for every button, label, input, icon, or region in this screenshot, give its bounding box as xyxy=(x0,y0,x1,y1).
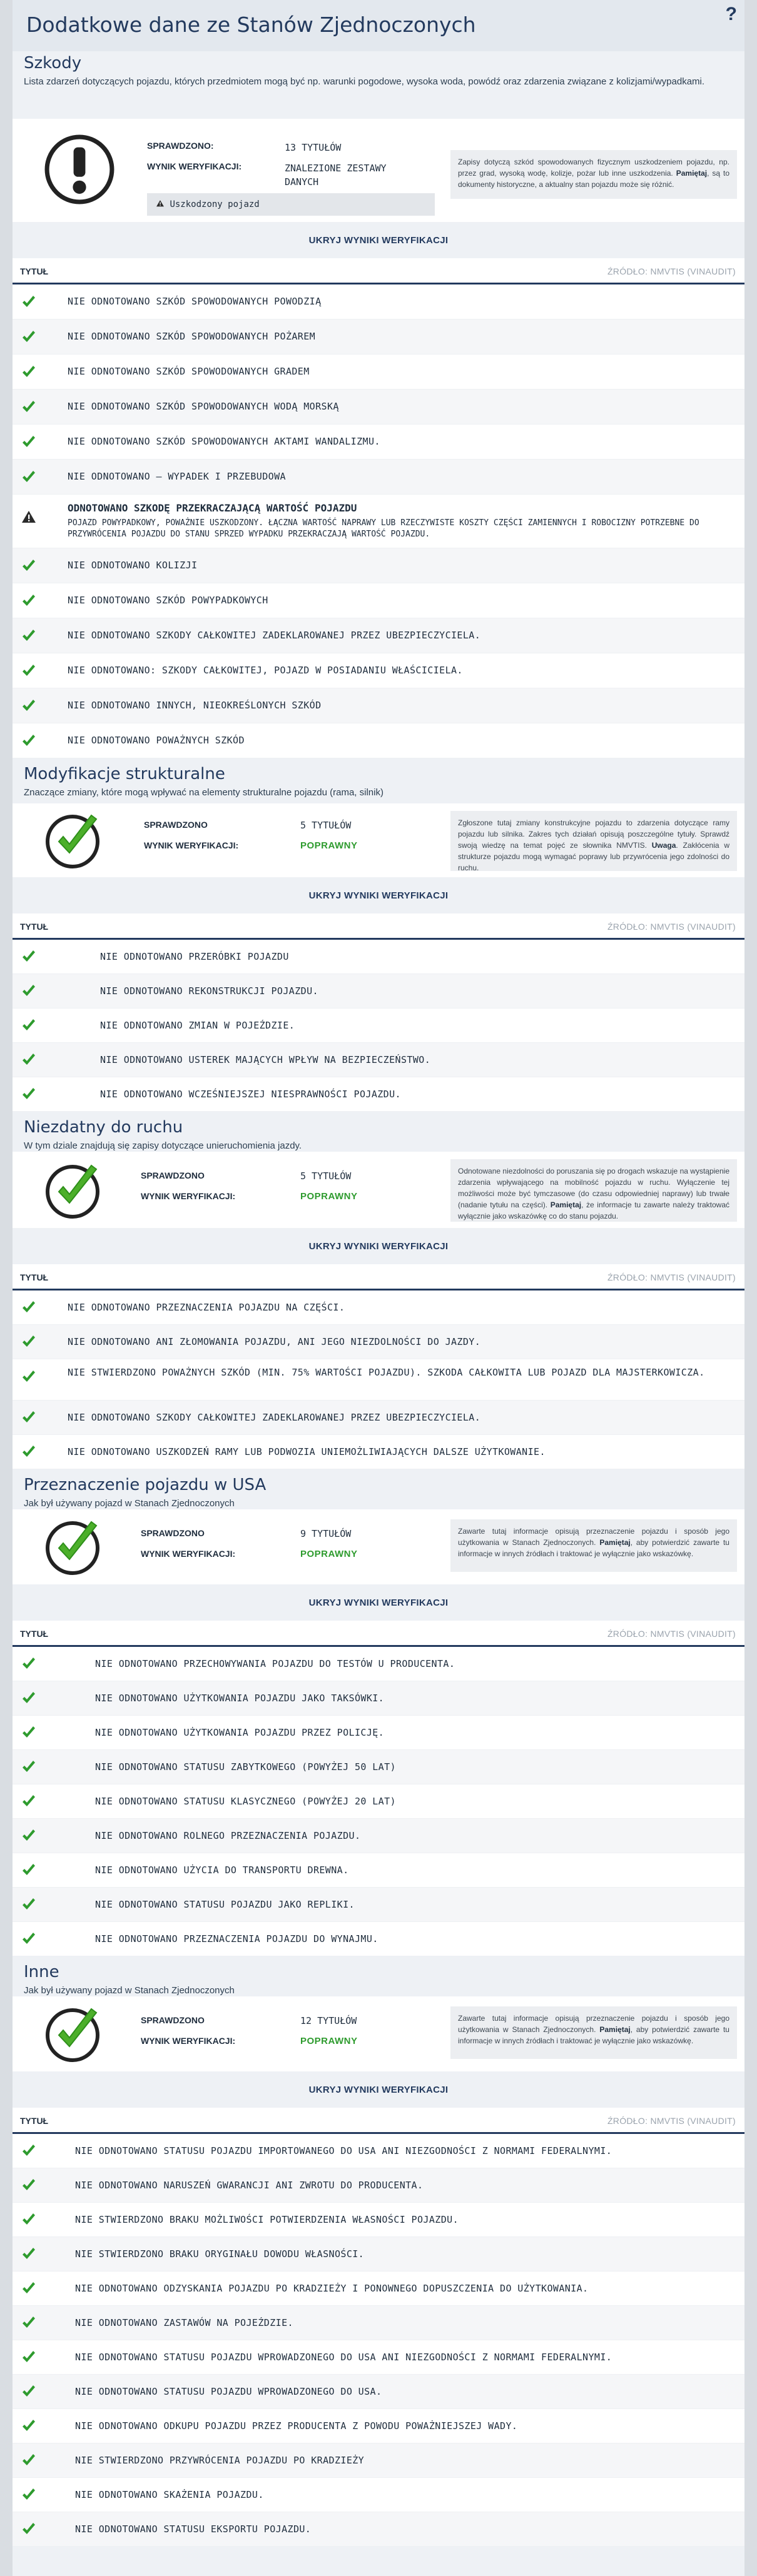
section-title: Przeznaczenie pojazdu w USA xyxy=(24,1476,267,1494)
list-item xyxy=(13,284,744,319)
warning-row-desc: POJAZD POWYPADKOWY, POWAŻNIE USZKODZONY. ŁĄCZNA WARTOŚĆ NAPRAWY LUB RZECZYWISTE KOSZTY CZĘŚCI ZAMIENNYCH I ROBOCIZNY POTRZEBNE DO PRZYWRÓCENIA POJAZDU DO STANU SPRZED WYPADKU PRZEKRACZAJĄ WARTOŚĆ POJAZDU. xyxy=(68,518,699,539)
info-text-2: . Zakłócenia w strukturze pojazdu mogą wymagać poprawy lub przywrócenia jego zdolności do ruchu. xyxy=(458,841,730,872)
checkmark-icon xyxy=(21,698,36,713)
section-heading xyxy=(13,1956,744,1996)
list-item-label: NIE ODNOTOWANO STATUSU POJAZDU WPROWADZONEGO DO USA ANI NIEZGODNOŚCI Z NORMAMI FEDERALNYMI. xyxy=(75,2352,612,2363)
checked-count: 9 TYTUŁÓW xyxy=(300,1528,352,1539)
checkmark-icon xyxy=(21,2246,36,2262)
list-item-label: NIE ODNOTOWANO POWAŻNYCH SZKÓD xyxy=(68,735,245,746)
results-list xyxy=(13,1291,744,1469)
result-label: WYNIK WERYFIKACJI: xyxy=(141,1549,236,1559)
list-item-label: NIE ODNOTOWANO ODZYSKANIA POJAZDU PO KRADZIEŻY I PONOWNEGO DOPUSZCZENIA DO UŻYTKOWANIA. xyxy=(75,2283,589,2294)
checkmark-icon xyxy=(21,435,36,450)
list-item xyxy=(13,2375,744,2409)
checked-label: SPRAWDZONO xyxy=(141,2015,205,2025)
info-text-2: , aby potwierdzić zawarte tu informacje w innych źródłach i traktować je wyłącznie jako wskazówkę. xyxy=(458,1538,729,1558)
list-item-label: NIE ODNOTOWANO WCZEŚNIEJSZEJ NIESPRAWNOŚCI POJAZDU. xyxy=(100,1089,401,1100)
checkmark-icon xyxy=(21,1334,36,1349)
list-item xyxy=(13,1819,744,1853)
checkmark-icon xyxy=(21,2212,36,2227)
list-item-label: NIE ODNOTOWANO UŻYTKOWANIA POJAZDU JAKO TAKSÓWKI. xyxy=(95,1693,385,1704)
list-item-label: NIE ODNOTOWANO UŻYCIA DO TRANSPORTU DREWNA. xyxy=(95,1864,349,1876)
list-item xyxy=(13,460,744,495)
checkmark-icon xyxy=(21,400,36,415)
checked-label: SPRAWDZONO xyxy=(141,1170,205,1180)
verification-summary xyxy=(13,1996,744,2071)
result-label: WYNIK WERYFIKACJI: xyxy=(141,2036,236,2046)
checkmark-icon xyxy=(21,330,36,345)
list-item-label: NIE ODNOTOWANO KOLIZJI xyxy=(68,560,198,571)
warning-row-title: ODNOTOWANO SZKODĘ PRZEKRACZAJĄCĄ WARTOŚĆ POJAZDU xyxy=(68,502,357,514)
checkmark-icon xyxy=(21,984,36,999)
info-text: Odnotowane niezdolności do poruszania się po drogach wskazuje na wystąpienie zdarzenia wpływającego na mobilność pojazdu w ruchu. Wyłączenie tej możliwości może być tymczasowe (do czasu odpowiedniej naprawy) lub trwałe (nadanie tytułu na części). xyxy=(458,1167,729,1209)
list-item-label: NIE ODNOTOWANO: SZKODY CAŁKOWITEJ, POJAZD W POSIADANIU WŁAŚCICIELA. xyxy=(68,665,463,676)
list-item-label: NIE ODNOTOWANO ZASTAWÓW NA POJEŹDZIE. xyxy=(75,2317,293,2328)
summary-labels xyxy=(144,820,238,861)
list-item xyxy=(13,2512,744,2547)
verification-result: POPRAWNY xyxy=(300,1191,358,1202)
checked-count: 5 TYTUŁÓW xyxy=(300,820,352,831)
section-subtitle: Jak był używany pojazd w Stanach Zjednoczonych xyxy=(24,1498,235,1509)
list-item xyxy=(13,2478,744,2512)
list-item xyxy=(13,2409,744,2443)
list-item xyxy=(13,355,744,390)
verification-summary xyxy=(13,119,744,222)
column-title: TYTUŁ xyxy=(20,922,49,932)
warning-icon xyxy=(43,133,116,209)
list-item-label: NIE ODNOTOWANO STATUSU KLASYCZNEGO (POWYŻEJ 20 LAT) xyxy=(95,1796,396,1807)
list-item xyxy=(13,1435,744,1469)
checkmark-icon xyxy=(21,294,36,309)
list-item-label: NIE ODNOTOWANO ZMIAN W POJEŹDZIE. xyxy=(100,1020,295,1031)
list-item xyxy=(13,390,744,425)
list-item-label: NIE ODNOTOWANO ANI ZŁOMOWANIA POJAZDU, ANI JEGO NIEZDOLNOŚCI DO JAZDY. xyxy=(68,1336,481,1347)
results-table-header xyxy=(13,913,744,940)
checkmark-icon xyxy=(21,2453,36,2468)
checkmark-icon xyxy=(21,2418,36,2433)
info-text: Zawarte tutaj informacje opisują przeznaczenie pojazdu i sposób jego użytkowania w Stanach Zjednoczonych. xyxy=(458,1527,729,1547)
list-item xyxy=(13,1043,744,1077)
checkmark-icon xyxy=(21,1656,36,1671)
list-item xyxy=(13,940,744,974)
column-source: ŹRÓDŁO: NMVTIS (VINAUDIT) xyxy=(607,1629,736,1639)
list-item xyxy=(13,1291,744,1325)
list-item-label: NIE ODNOTOWANO PRZERÓBKI POJAZDU xyxy=(100,951,289,962)
list-item xyxy=(13,2306,744,2340)
result-label: WYNIK WERYFIKACJI: xyxy=(144,840,239,850)
checked-label: SPRAWDZONO xyxy=(144,820,208,830)
verification-result: POPRAWNY xyxy=(300,2036,358,2046)
summary-values xyxy=(300,820,358,851)
results-list xyxy=(13,284,744,758)
section-heading xyxy=(13,51,744,119)
list-item xyxy=(13,1922,744,1956)
checkmark-icon xyxy=(21,2281,36,2296)
list-item-label: NIE ODNOTOWANO PRZEZNACZENIA POJAZDU DO WYNAJMU. xyxy=(95,1933,378,1945)
list-item-label: NIE ODNOTOWANO STATUSU POJAZDU IMPORTOWANEGO DO USA ANI NIEZGODNOŚCI Z NORMAMI FEDERALNYMI. xyxy=(75,2145,612,2156)
summary-labels xyxy=(147,141,241,182)
list-item-label: NIE ODNOTOWANO SZKODY CAŁKOWITEJ ZADEKLAROWANEJ PRZEZ UBEZPIECZYCIELA. xyxy=(68,630,481,641)
list-item xyxy=(13,1716,744,1750)
list-item-label: NIE ODNOTOWANO STATUSU POJAZDU JAKO REPLIKI. xyxy=(95,1899,355,1910)
column-source: ŹRÓDŁO: NMVTIS (VINAUDIT) xyxy=(607,1272,736,1282)
section-subtitle: Znaczące zmiany, które mogą wpływać na elementy strukturalne pojazdu (rama, silnik) xyxy=(24,787,384,798)
column-source: ŹRÓDŁO: NMVTIS (VINAUDIT) xyxy=(607,2116,736,2126)
list-item xyxy=(13,2168,744,2203)
checkmark-icon xyxy=(21,1444,36,1459)
list-item xyxy=(13,2443,744,2478)
list-item-label: NIE ODNOTOWANO – WYPADEK I PRZEBUDOWA xyxy=(68,471,286,482)
summary-values xyxy=(300,2015,358,2046)
list-item-label: NIE ODNOTOWANO PRZEZNACZENIA POJAZDU NA CZĘŚCI. xyxy=(68,1302,345,1313)
help-icon[interactable]: ? xyxy=(725,4,737,24)
checkmark-icon xyxy=(21,1725,36,1740)
warning-icon xyxy=(156,199,165,208)
checkmark-icon xyxy=(21,1369,36,1384)
verification-result: POPRAWNY xyxy=(300,840,358,851)
section-title: Modyfikacje strukturalne xyxy=(24,765,225,783)
checkmark-icon xyxy=(21,1410,36,1425)
list-item xyxy=(13,1009,744,1043)
checked-count: 12 TYTUŁÓW xyxy=(300,2015,357,2026)
column-title: TYTUŁ xyxy=(20,1272,49,1282)
info-bold: Pamiętaj xyxy=(599,1538,631,1547)
hide-results-toggle[interactable]: UKRYJ WYNIKI WERYFIKACJI xyxy=(308,2084,449,2095)
checkmark-icon xyxy=(21,733,36,748)
column-source: ŹRÓDŁO: NMVTIS (VINAUDIT) xyxy=(607,266,736,276)
info-text: Zgłoszone tutaj zmiany konstrukcyjne pojazdu to zdarzenia dotyczące ramy pojazdu lub silnika. Zakres tych działań opisują poszczególne tytuły. Sprawdź swoją wiedzę na temat pojęć ze słownika NMVTIS. xyxy=(458,818,729,850)
checkmark-icon xyxy=(21,2143,36,2158)
list-item-label: NIE ODNOTOWANO PRZECHOWYWANIA POJAZDU DO TESTÓW U PRODUCENTA. xyxy=(95,1658,455,1669)
results-list xyxy=(13,1647,744,1956)
list-item xyxy=(13,1784,744,1819)
info-text: Zapisy dotyczą szkód spowodowanych fizycznym uszkodzeniem pojazdu, np. przez grad, wysoką wodę, kolizje, pożar lub inne uszkodzenia. xyxy=(458,158,729,178)
list-item-label: NIE ODNOTOWANO SZKÓD SPOWODOWANYCH AKTAMI WANDALIZMU. xyxy=(68,436,380,447)
section-heading xyxy=(13,758,744,803)
checkmark-icon xyxy=(21,1794,36,1809)
hide-results-toggle[interactable]: UKRYJ WYNIKI WERYFIKACJI xyxy=(308,1597,449,1608)
section-subtitle: W tym dziale znajdują się zapisy dotyczące unieruchomienia jazdy. xyxy=(24,1140,302,1151)
info-bold: Pamiętaj xyxy=(599,2025,631,2034)
list-item xyxy=(13,1888,744,1922)
list-item-label: NIE STWIERDZONO PRZYWRÓCENIA POJAZDU PO KRADZIEŻY xyxy=(75,2455,365,2466)
checkmark-icon xyxy=(21,1300,36,1315)
checkmark-icon xyxy=(21,949,36,964)
result-label: WYNIK WERYFIKACJI: xyxy=(147,161,242,171)
summary-values xyxy=(300,1170,358,1202)
list-item xyxy=(13,425,744,460)
list-item-label: NIE ODNOTOWANO SZKÓD SPOWODOWANYCH POŻAREM xyxy=(68,331,316,342)
checked-count: 5 TYTUŁÓW xyxy=(300,1170,352,1182)
list-item-label: NIE ODNOTOWANO STATUSU EKSPORTU POJAZDU. xyxy=(75,2523,312,2535)
verification-result: POPRAWNY xyxy=(300,1549,358,1559)
section-title: Inne xyxy=(24,1963,59,1981)
list-item-label: NIE STWIERDZONO POWAŻNYCH SZKÓD (MIN. 75% WARTOŚCI POJAZDU). SZKODA CAŁKOWITA LUB POJAZD DLA MAJSTERKOWICZA. xyxy=(68,1367,705,1378)
warning-row xyxy=(13,495,744,548)
list-item xyxy=(13,2134,744,2168)
list-item xyxy=(13,618,744,653)
checkmark-icon xyxy=(21,2350,36,2365)
info-box xyxy=(450,2006,737,2059)
section-title: Niezdatny do ruchu xyxy=(24,1118,183,1137)
list-item xyxy=(13,319,744,355)
list-item-label: NIE ODNOTOWANO INNYCH, NIEOKREŚLONYCH SZKÓD xyxy=(68,700,322,711)
section-subtitle: Jak był używany pojazd w Stanach Zjednoczonych xyxy=(24,1985,235,1996)
list-item-label: NIE ODNOTOWANO USTEREK MAJĄCYCH WPŁYW NA BEZPIECZEŃSTWO. xyxy=(100,1054,431,1065)
list-item-label: NIE ODNOTOWANO USZKODZEŃ RAMY LUB PODWOZIA UNIEMOŻLIWIAJĄCYCH DALSZE UŻYTKOWANIE. xyxy=(68,1446,546,1457)
results-table-header xyxy=(13,258,744,284)
info-text-2: , aby potwierdzić zawarte tu informacje w innych źródłach i traktować je wyłącznie jako wskazówkę. xyxy=(458,2025,729,2045)
list-item-label: NIE ODNOTOWANO SZKODY CAŁKOWITEJ ZADEKLAROWANEJ PRZEZ UBEZPIECZYCIELA. xyxy=(68,1412,481,1423)
checkmark-icon xyxy=(21,593,36,608)
list-item-label: NIE ODNOTOWANO REKONSTRUKCJI POJAZDU. xyxy=(100,985,318,997)
info-box xyxy=(450,1159,737,1222)
checkmark-icon xyxy=(41,2003,104,2068)
hide-results-toggle[interactable]: UKRYJ WYNIKI WERYFIKACJI xyxy=(308,890,449,901)
damage-badge xyxy=(147,193,435,216)
checkmark-icon xyxy=(41,809,104,875)
list-item xyxy=(13,548,744,583)
checkmark-icon xyxy=(21,1052,36,1067)
list-item xyxy=(13,1647,744,1681)
list-item-label: NIE ODNOTOWANO STATUSU ZABYTKOWEGO (POWYŻEJ 50 LAT) xyxy=(95,1761,396,1773)
checkmark-icon xyxy=(21,2178,36,2193)
summary-labels xyxy=(141,1528,235,1569)
checkmark-icon xyxy=(21,1759,36,1774)
info-bold: Pamiętaj xyxy=(676,169,708,178)
list-item xyxy=(13,1750,744,1784)
checkmark-icon xyxy=(21,1897,36,1912)
summary-labels xyxy=(141,2015,235,2056)
list-item-label: NIE ODNOTOWANO ODKUPU POJAZDU PRZEZ PRODUCENTA Z POWODU POWAŻNIEJSZEJ WADY. xyxy=(75,2420,518,2432)
hide-results-toggle[interactable]: UKRYJ WYNIKI WERYFIKACJI xyxy=(308,234,449,246)
list-item xyxy=(13,2203,744,2237)
column-title: TYTUŁ xyxy=(20,2116,49,2126)
info-box xyxy=(450,1519,737,1572)
list-item xyxy=(13,2340,744,2375)
checked-count: 13 TYTUŁÓW xyxy=(285,142,342,153)
summary-values xyxy=(300,1528,358,1559)
warning-icon xyxy=(21,510,36,525)
checked-label: SPRAWDZONO xyxy=(141,1528,205,1538)
list-item-label: NIE ODNOTOWANO ROLNEGO PRZEZNACZENIA POJAZDU. xyxy=(95,1830,361,1841)
list-item xyxy=(13,1077,744,1112)
list-item-label: NIE ODNOTOWANO NARUSZEŃ GWARANCJI ANI ZWROTU DO PRODUCENTA. xyxy=(75,2180,424,2191)
verification-summary xyxy=(13,803,744,877)
list-item xyxy=(13,653,744,688)
checkmark-icon xyxy=(21,2522,36,2537)
result-label: WYNIK WERYFIKACJI: xyxy=(141,1191,236,1201)
section-title: Szkody xyxy=(24,54,82,73)
checkmark-icon xyxy=(21,365,36,380)
checkmark-icon xyxy=(21,663,36,678)
sections-container xyxy=(13,51,744,2547)
checkmark-icon xyxy=(21,2384,36,2399)
info-bold: Uwaga xyxy=(651,841,676,850)
checkmark-icon xyxy=(21,2487,36,2502)
section-heading xyxy=(13,1112,744,1152)
list-item xyxy=(13,1681,744,1716)
page-header xyxy=(13,0,744,51)
checkmark-icon xyxy=(21,470,36,485)
section-subtitle: Lista zdarzeń dotyczących pojazdu, których przedmiotem mogą być np. warunki pogodowe, wysoka woda, powódź oraz zdarzenia związane z kolizjami/wypadkami. xyxy=(24,76,705,87)
list-item xyxy=(13,974,744,1009)
info-text-2: , są to dokumenty historyczne, a aktualny stan pojazdu może się różnić. xyxy=(458,169,729,189)
info-bold: Pamiętaj xyxy=(550,1200,582,1209)
verification-summary xyxy=(13,1509,744,1584)
list-item-label: NIE ODNOTOWANO SZKÓD SPOWODOWANYCH POWODZIĄ xyxy=(68,296,322,307)
column-title: TYTUŁ xyxy=(20,266,49,276)
info-box xyxy=(450,811,737,871)
list-item xyxy=(13,1325,744,1359)
results-list xyxy=(13,2134,744,2547)
checkmark-icon xyxy=(21,1863,36,1878)
list-item xyxy=(13,1401,744,1435)
list-item xyxy=(13,723,744,758)
list-item-label: NIE ODNOTOWANO UŻYTKOWANIA POJAZDU PRZEZ POLICJĘ. xyxy=(95,1727,385,1738)
list-item-label: NIE ODNOTOWANO SZKÓD SPOWODOWANYCH GRADEM xyxy=(68,366,310,377)
summary-labels xyxy=(141,1170,235,1212)
checkmark-icon xyxy=(21,1018,36,1033)
verification-summary xyxy=(13,1152,744,1228)
list-item xyxy=(13,688,744,723)
info-text-2: , że informacje tu zawarte należy traktować wyłącznie jako wskazówkę co do stanu pojazdu. xyxy=(458,1200,730,1220)
checkmark-icon xyxy=(21,2315,36,2330)
column-title: TYTUŁ xyxy=(20,1629,49,1639)
checkmark-icon xyxy=(41,1516,104,1581)
list-item xyxy=(13,2272,744,2306)
section-heading xyxy=(13,1469,744,1509)
list-item-label: NIE ODNOTOWANO SZKÓD POWYPADKOWYCH xyxy=(68,595,268,606)
results-table-header xyxy=(13,2108,744,2134)
checkmark-icon xyxy=(21,1087,36,1102)
results-list xyxy=(13,940,744,1112)
checked-label: SPRAWDZONO: xyxy=(147,141,214,151)
results-table-header xyxy=(13,1264,744,1291)
checkmark-icon xyxy=(41,1159,104,1225)
column-source: ŹRÓDŁO: NMVTIS (VINAUDIT) xyxy=(607,922,736,932)
info-box xyxy=(450,150,737,199)
list-item xyxy=(13,2237,744,2272)
list-item-label: NIE STWIERDZONO BRAKU ORYGINAŁU DOWODU WŁASNOŚCI. xyxy=(75,2248,365,2260)
checkmark-icon xyxy=(21,1691,36,1706)
checkmark-icon xyxy=(21,558,36,573)
checkmark-icon xyxy=(21,1931,36,1946)
damage-badge-label: Uszkodzony pojazd xyxy=(170,199,260,209)
page-title: Dodatkowe dane ze Stanów Zjednoczonych xyxy=(26,13,476,37)
list-item xyxy=(13,1359,744,1401)
list-item-label: NIE ODNOTOWANO SKAŻENIA POJAZDU. xyxy=(75,2489,264,2500)
verification-result: ZNALEZIONE ZESTAWY DANYCH xyxy=(285,163,387,188)
info-text: Zawarte tutaj informacje opisują przeznaczenie pojazdu i sposób jego użytkowania w Stanach Zjednoczonych. xyxy=(458,2014,729,2034)
checkmark-icon xyxy=(21,1828,36,1843)
list-item-label: NIE ODNOTOWANO STATUSU POJAZDU WPROWADZONEGO DO USA. xyxy=(75,2386,382,2397)
summary-values xyxy=(285,141,416,189)
list-item xyxy=(13,583,744,618)
list-item-label: NIE STWIERDZONO BRAKU MOŻLIWOŚCI POTWIERDZENIA WŁASNOŚCI POJAZDU. xyxy=(75,2214,459,2225)
hide-results-toggle[interactable]: UKRYJ WYNIKI WERYFIKACJI xyxy=(308,1240,449,1252)
results-table-header xyxy=(13,1621,744,1647)
list-item xyxy=(13,1853,744,1888)
checkmark-icon xyxy=(21,628,36,643)
report-panel xyxy=(13,0,744,2576)
list-item-label: NIE ODNOTOWANO SZKÓD SPOWODOWANYCH WODĄ MORSKĄ xyxy=(68,401,339,412)
